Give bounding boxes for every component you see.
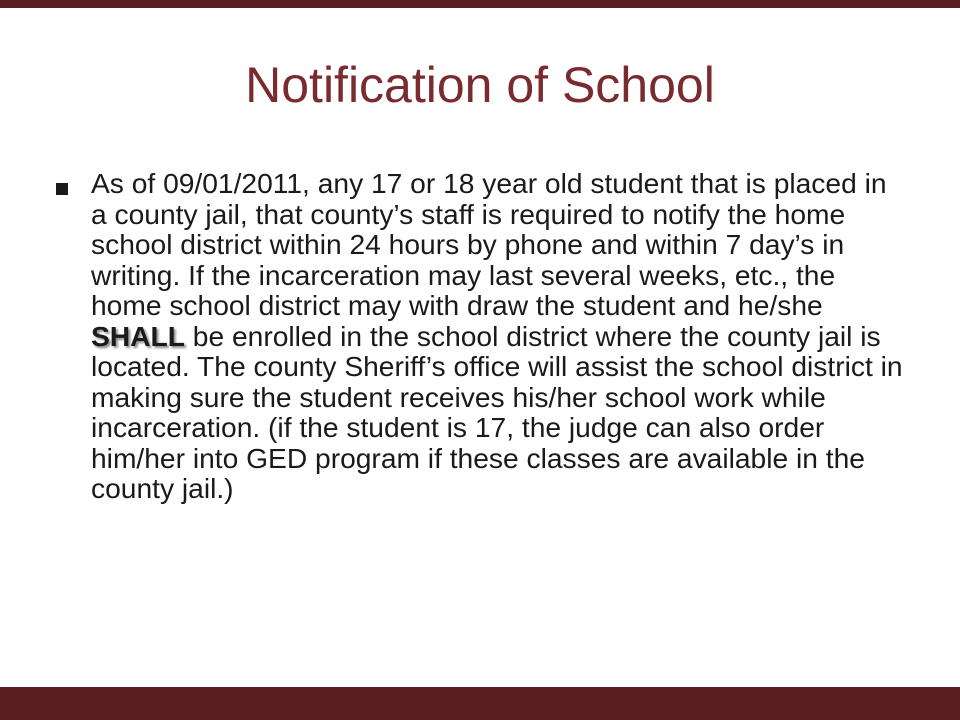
bullet-text (91, 168, 907, 504)
bullet-text-after: be enrolled in the school district where the county jail is located. The county Sheriff’s office will assist the school district in making sure the student receives his/her school work while incarceration. (if the student is 17, the judge can also order him/her into GED program if these classes are available in the county jail.) (91, 319, 903, 504)
top-accent-bar (0, 0, 960, 8)
bullet-text-before: As of 09/01/2011, any 17 or 18 year old student that is placed in a county jail, that county’s staff is required to notify the home school district within 24 hours by phone and within 7 day’s in writing. If the incarceration may last several weeks, etc., the home school district may with draw the student and he/she (91, 167, 887, 321)
square-bullet-icon (56, 183, 68, 195)
bullet-item (56, 168, 916, 504)
bottom-accent-bar (0, 687, 960, 720)
shall-emphasis: SHALL (91, 319, 185, 352)
slide-title: Notification of School (245, 57, 715, 113)
